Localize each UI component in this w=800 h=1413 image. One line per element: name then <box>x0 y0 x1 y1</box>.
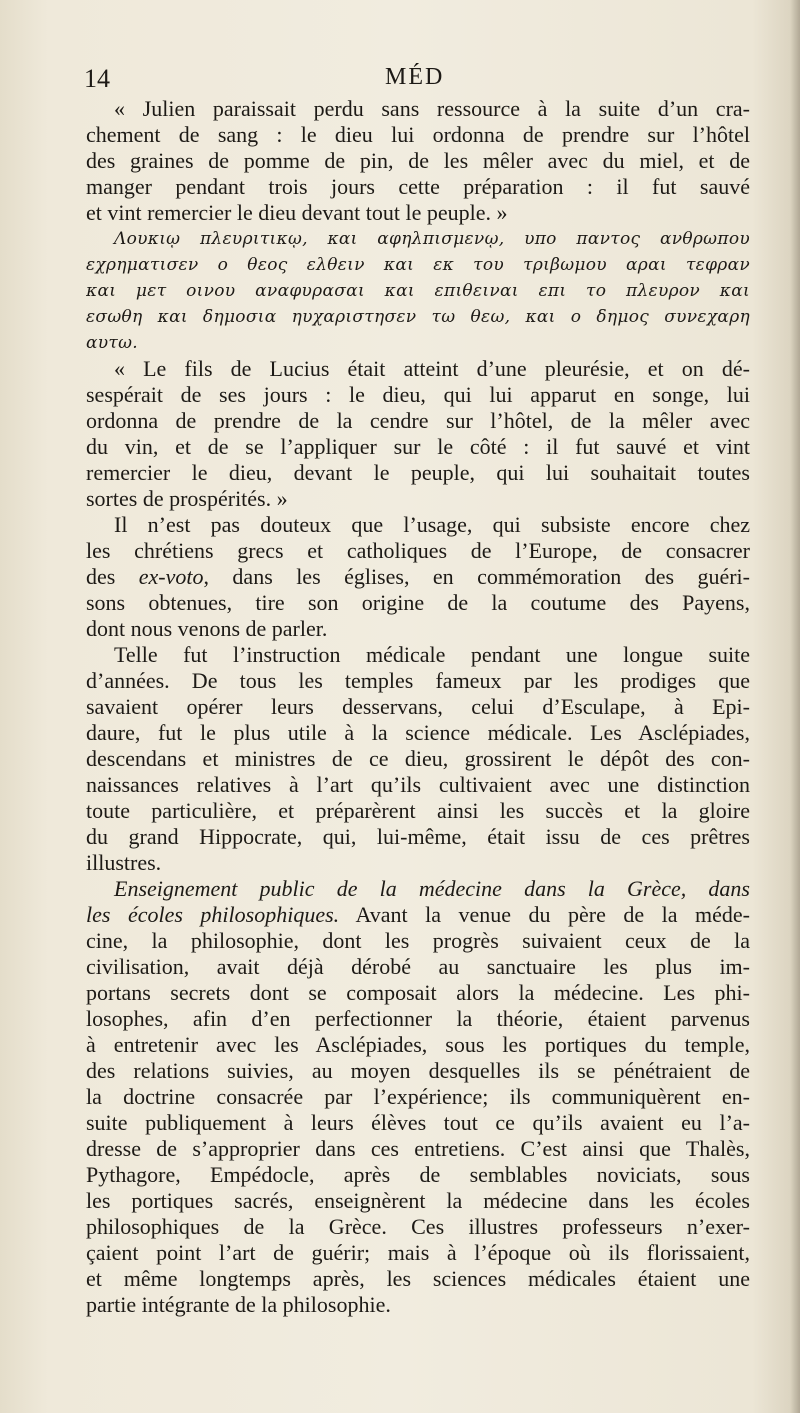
text-line: cine, la philosophie, dont les progrès suivaient ceux de la <box>86 928 750 953</box>
text-line: chement de sang : le dieu lui ordonna de prendre sur l’hôtel <box>86 122 750 147</box>
text-line: d’années. De tous les temples fameux par les prodiges que <box>86 668 750 693</box>
text-line: la doctrine consacrée par l’expérience; ils communiquèrent en- <box>86 1084 750 1109</box>
italic-heading-fragment: les écoles philosophiques. <box>86 902 340 927</box>
text-line: dresse de s’approprier dans ces entretiens. C’est ainsi que Thalès, <box>86 1136 750 1161</box>
text-line: philosophiques de la Grèce. Ces illustres professeurs n’exer- <box>86 1214 750 1239</box>
text-fragment: Avant la venue du père de la méde- <box>339 902 750 927</box>
text-line: Il n’est pas douteux que l’usage, qui subsiste encore chez <box>114 512 750 537</box>
text-line: Telle fut l’instruction médicale pendant une longue suite <box>114 642 750 667</box>
greek-text-line: και μετ οινου αναφυρασαι και επιθειναι επι το πλευρον και <box>86 281 750 301</box>
text-line: du vin, et de se l’appliquer sur le côté : il fut sauvé et vint <box>86 434 750 459</box>
text-line: losophes, afin d’en perfectionner la théorie, étaient parvenus <box>86 1006 750 1031</box>
text-line: toute particulière, et préparèrent ainsi les succès et la gloire <box>86 798 750 823</box>
text-line: daure, fut le plus utile à la science médicale. Les Asclépiades, <box>86 720 750 745</box>
text-line: des graines de pomme de pin, de les mêler avec du miel, et de <box>86 148 750 173</box>
text-line: des ex-voto, dans les églises, en commémoration des guéri- <box>86 564 750 589</box>
text-line: partie intégrante de la philosophie. <box>86 1292 391 1317</box>
text-line: descendans et ministres de ce dieu, grossirent le dépôt des con- <box>86 746 750 771</box>
text-line: « Le fils de Lucius était atteint d’une pleurésie, et on dé- <box>114 356 750 381</box>
greek-text-line: Λουκιῳ πλευριτικῳ, και αφηλπισμενῳ, υπο παντος ανθρωπου <box>114 229 750 249</box>
text-line: des relations suivies, au moyen desquelles ils se pénétraient de <box>86 1058 750 1083</box>
text-line: dont nous venons de parler. <box>86 616 328 641</box>
text-line: naissances relatives à l’art qu’ils cultivaient avec une distinction <box>86 772 750 797</box>
text-line: suite publiquement à leurs élèves tout ce qu’ils avaient eu l’a- <box>86 1110 750 1135</box>
text-line: çaient point l’art de guérir; mais à l’époque où ils florissaient, <box>86 1240 750 1265</box>
text-line: manger pendant trois jours cette préparation : il fut sauvé <box>86 174 750 199</box>
text-line: Pythagore, Empédocle, après de semblables noviciats, sous <box>86 1162 750 1187</box>
page-edge-shadow <box>790 0 800 1413</box>
text-line: ordonna de prendre de la cendre sur l’hôtel, de la mêler avec <box>86 408 750 433</box>
text-line: sons obtenues, tire son origine de la coutume des Payens, <box>86 590 750 615</box>
text-line: portans secrets dont se composait alors la médecine. Les phi- <box>86 980 750 1005</box>
body-text <box>86 96 750 1318</box>
text-line: illustres. <box>86 850 162 875</box>
text-line <box>86 902 750 928</box>
text-line: et même longtemps après, les sciences médicales étaient une <box>86 1266 750 1291</box>
text-line: remercier le dieu, devant le peuple, qui lui souhaitait toutes <box>86 460 750 485</box>
text-line: à entretenir avec les Asclépiades, sous les portiques du temple, <box>86 1032 750 1057</box>
text-line: savaient opérer leurs desservans, celui d’Esculape, à Epi- <box>86 694 750 719</box>
text-line: les portiques sacrés, enseignèrent la médecine dans les écoles <box>86 1188 750 1213</box>
text-line: civilisation, avait déjà dérobé au sanctuaire les plus im- <box>86 954 750 979</box>
greek-text-line: εσωθη και δημοσια ηυχαριστησεν τω θεω, και ο δημος συνεχαρη <box>86 307 750 327</box>
italic-term: ex-voto <box>138 564 204 589</box>
text-line: les chrétiens grecs et catholiques de l’Europe, de consacrer <box>86 538 750 563</box>
text-line: « Julien paraissait perdu sans ressource à la suite d’un cra- <box>114 96 750 121</box>
text-line: sortes de prospérités. » <box>86 486 288 511</box>
running-head: MÉD <box>385 64 445 90</box>
text-line: et vint remercier le dieu devant tout le peuple. » <box>86 200 508 225</box>
page-number: 14 <box>84 64 110 93</box>
page-header <box>84 58 754 98</box>
text-line: sespérait de ses jours : le dieu, qui lui apparut en songe, lui <box>86 382 750 407</box>
greek-text-line: αυτω. <box>86 333 138 353</box>
text-line: du grand Hippocrate, qui, lui-même, était issu de ces prêtres <box>86 824 750 849</box>
greek-text-line: εχρηματισεν ο θεος ελθειν και εκ του τριβωμου αραι τεφραν <box>86 255 750 275</box>
text-line: Enseignement public de la médecine dans la Grèce, dans <box>114 876 750 901</box>
